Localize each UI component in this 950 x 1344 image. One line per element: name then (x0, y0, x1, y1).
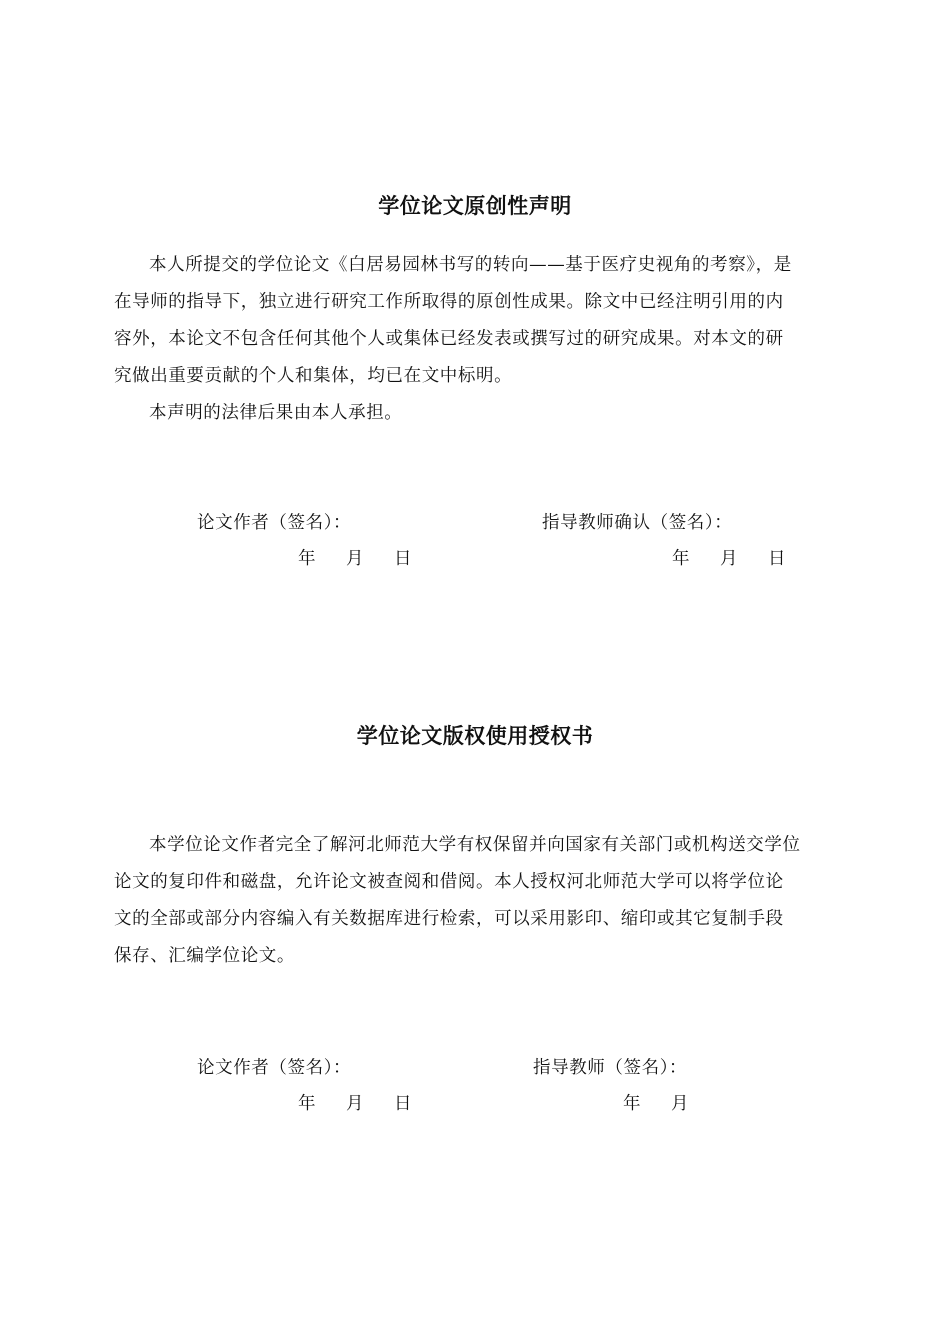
day-label: 日 (394, 1094, 412, 1114)
authorization-paragraph (114, 827, 842, 975)
month-label: 月 (346, 549, 364, 569)
paragraph-line: 本学位论文作者完全了解河北师范大学有权保留并向国家有关部门或机构送交学位 (149, 835, 801, 855)
advisor-signature-label: 指导教师（签名）： (533, 1058, 688, 1078)
paragraph-line: 文的全部或部分内容编入有关数据库进行检索，可以采用影印、缩印或其它复制手段 (114, 909, 784, 929)
year-label: 年 (298, 1094, 316, 1114)
paragraph-line: 本人所提交的学位论文《白居易园林书写的转向——基于医疗史视角的考察》，是 (149, 255, 792, 275)
day-label: 日 (768, 549, 786, 569)
author-signature-label: 论文作者（签名）： (197, 1058, 352, 1078)
originality-title: 学位论文原创性声明 (378, 194, 572, 218)
paragraph-line: 在导师的指导下，独立进行研究工作所取得的原创性成果。除文中已经注明引用的内 (114, 292, 784, 312)
authorization-title: 学位论文版权使用授权书 (356, 724, 594, 748)
year-label: 年 (623, 1094, 641, 1114)
advisor-confirm-signature-label: 指导教师确认（签名）： (542, 513, 733, 533)
month-label: 月 (720, 549, 738, 569)
month-label: 月 (346, 1094, 364, 1114)
legal-consequence-line: 本声明的法律后果由本人承担。 (149, 403, 403, 423)
author-signature-label: 论文作者（签名）： (197, 513, 352, 533)
paragraph-line: 论文的复印件和磁盘，允许论文被查阅和借阅。本人授权河北师范大学可以将学位论 (114, 872, 784, 892)
day-label: 日 (394, 549, 412, 569)
paragraph-line: 容外，本论文不包含任何其他个人或集体已经发表或撰写过的研究成果。对本文的研 (114, 329, 784, 349)
year-label: 年 (672, 549, 690, 569)
month-label: 月 (671, 1094, 689, 1114)
paragraph-line: 保存、汇编学位论文。 (114, 946, 295, 966)
paragraph-line: 究做出重要贡献的个人和集体，均已在文中标明。 (114, 366, 513, 386)
year-label: 年 (298, 549, 316, 569)
originality-paragraph (114, 247, 842, 432)
